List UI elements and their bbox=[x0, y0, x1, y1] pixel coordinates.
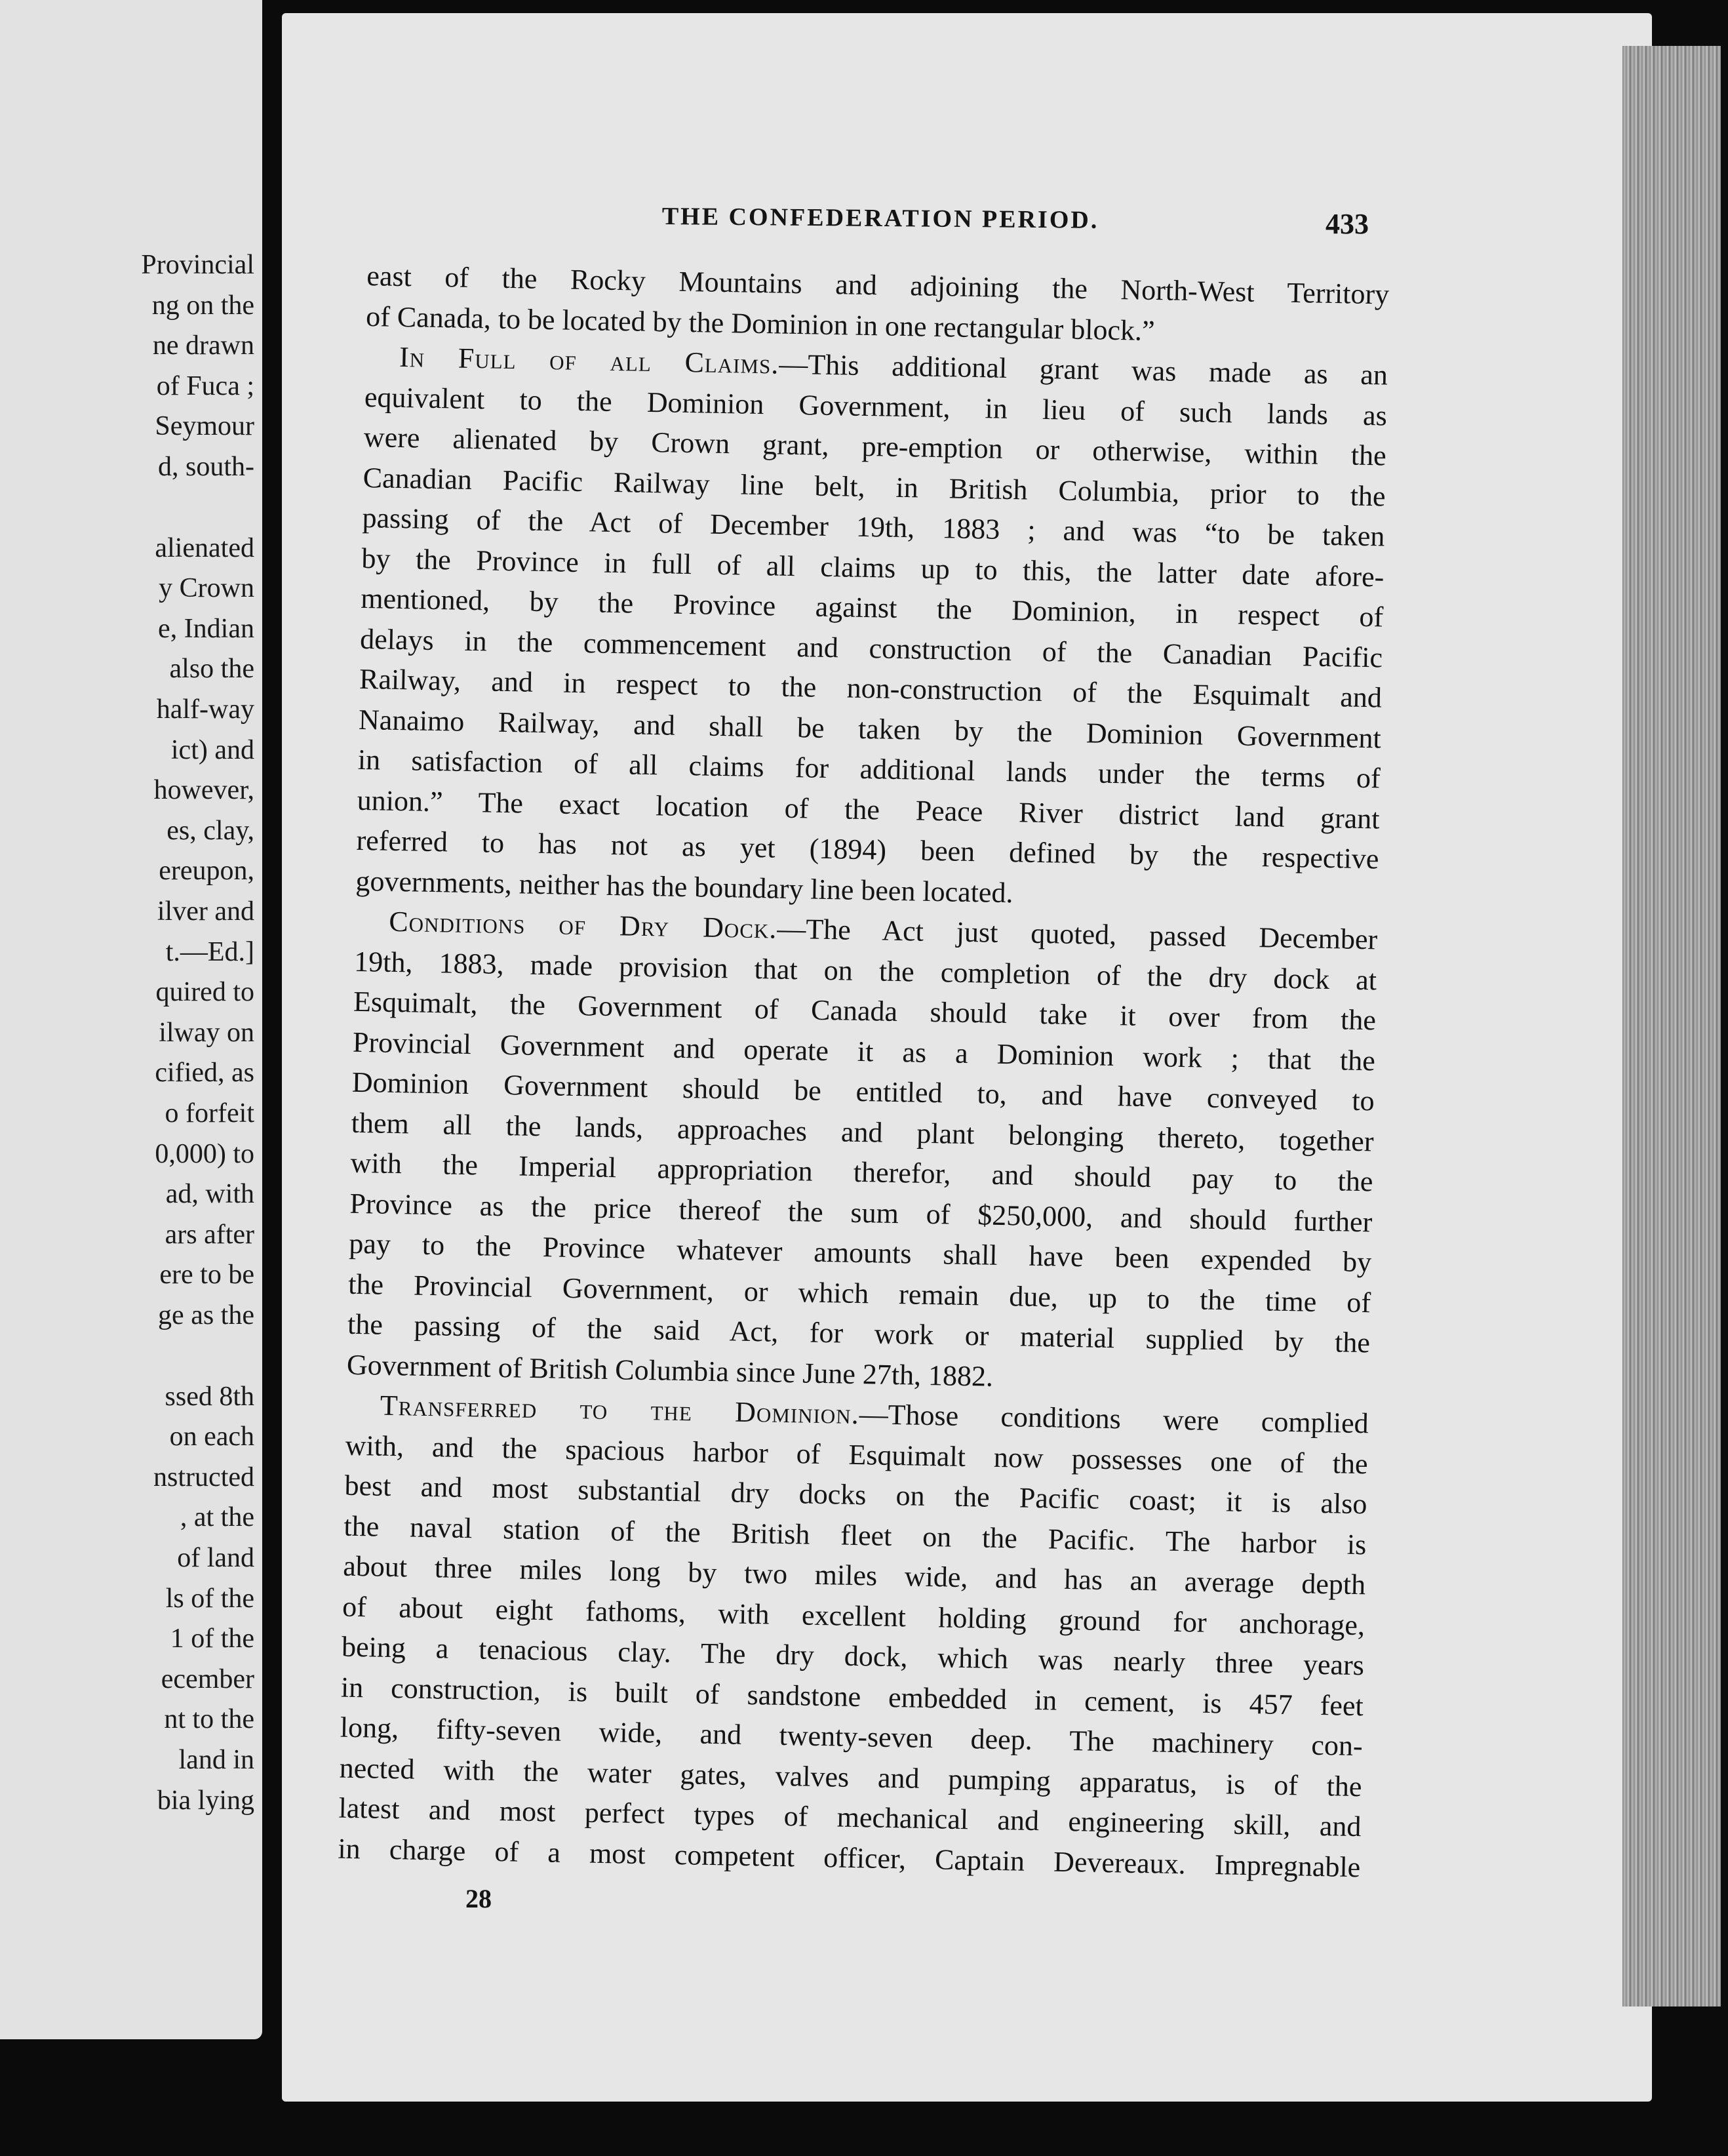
line-text: governments, neither has the boundary line been located. bbox=[355, 864, 1013, 909]
left-page-fragment: Seymour bbox=[155, 411, 254, 442]
line-text: were alienated by Crown grant, pre-emption or otherwise, within the bbox=[363, 420, 1387, 472]
left-page-fragment: t.—Ed.] bbox=[165, 936, 254, 967]
line-text: equivalent to the Dominion Government, in lieu of such lands as bbox=[364, 380, 1388, 432]
section-heading: Conditions of Dry Dock. bbox=[388, 905, 777, 945]
line-text: Province as the price thereof the sum of $250,000, and should further bbox=[349, 1187, 1373, 1238]
facing-page-left bbox=[0, 0, 262, 2039]
line-text: Government of British Columbia since June 27th, 1882. bbox=[346, 1348, 994, 1393]
line-text: them all the lands, approaches and plant belonging thereto, together bbox=[351, 1106, 1374, 1157]
left-page-fragment: ilver and bbox=[157, 896, 254, 927]
line-text: mentioned, by the Province against the Dominion, in respect of bbox=[360, 582, 1384, 633]
left-page-fragment: also the bbox=[169, 654, 254, 685]
line-text: being a tenacious clay. The dry dock, which was nearly three years bbox=[341, 1630, 1365, 1682]
line-text: Nanaimo Railway, and shall be taken by the Dominion Government bbox=[358, 703, 1382, 754]
line-text: the naval station of the British fleet on the Pacific. The harbor is bbox=[344, 1509, 1367, 1561]
line-text: Provincial Government and operate it as a Dominion work ; that the bbox=[352, 1026, 1376, 1077]
left-page-fragment: d, south- bbox=[158, 452, 254, 482]
body-text bbox=[338, 256, 1390, 1887]
line-text: —This additional grant was made as an bbox=[778, 348, 1388, 391]
page-edges bbox=[1622, 46, 1721, 2006]
left-page-fragment: bia lying bbox=[157, 1785, 254, 1816]
line-text: Canadian Pacific Railway line belt, in British Columbia, prior to the bbox=[363, 461, 1386, 513]
left-page-fragment: ad, with bbox=[165, 1179, 254, 1210]
left-page-fragment: , at the bbox=[180, 1502, 254, 1533]
line-text: —Those conditions were complied bbox=[859, 1398, 1369, 1440]
line-text: best and most substantial dry docks on the Pacific coast; it is also bbox=[344, 1469, 1367, 1521]
left-page-fragment: alienated bbox=[155, 532, 254, 563]
line-text: Railway, and in respect to the non-construction of the Esquimalt and bbox=[359, 662, 1383, 714]
left-page-fragment: 1 of the bbox=[170, 1624, 254, 1654]
running-title: THE CONFEDERATION PERIOD. bbox=[661, 202, 1099, 234]
left-page-fragment: ge as the bbox=[158, 1300, 254, 1330]
signature-mark: 28 bbox=[465, 1884, 492, 1913]
line-text: passing of the Act of December 19th, 1883 ; and was “to be taken bbox=[362, 501, 1385, 553]
left-page-fragment: ere to be bbox=[159, 1260, 254, 1290]
left-page-fragment: ereupon, bbox=[159, 856, 254, 887]
line-text: in construction, is built of sandstone embedded in cement, is 457 feet bbox=[340, 1671, 1364, 1722]
line-text: delays in the commencement and construction of the Canadian Pacific bbox=[359, 622, 1383, 673]
line-text: east of the Rocky Mountains and adjoining the North-West Territory bbox=[366, 259, 1390, 311]
left-page-fragment: y Crown bbox=[159, 573, 254, 604]
line-text: referred to has not as yet (1894) been defined by the respective bbox=[356, 824, 1379, 875]
line-text: of about eight fathoms, with excellent holding ground for anchorage, bbox=[342, 1590, 1365, 1641]
line-text: nected with the water gates, valves and pumping apparatus, is of the bbox=[339, 1751, 1362, 1803]
line-text: the Provincial Government, or which remain due, up to the time of bbox=[347, 1268, 1371, 1319]
line-text: in satisfaction of all claims for additional lands under the terms of bbox=[357, 743, 1381, 795]
left-page-fragment: ars after bbox=[165, 1219, 254, 1250]
line-text: Esquimalt, the Government of Canada should take it over from the bbox=[353, 985, 1377, 1037]
line-text: union.” The exact location of the Peace River district land grant bbox=[357, 784, 1380, 835]
left-page-fragment: however, bbox=[153, 775, 254, 806]
left-page-fragment: on each bbox=[169, 1422, 254, 1452]
line-text: about three miles long by two miles wide, and has an average depth bbox=[342, 1549, 1366, 1601]
line-text: of Canada, to be located by the Dominion in one rectangular block.” bbox=[365, 300, 1156, 347]
left-page-fragment: of Fuca ; bbox=[156, 370, 254, 401]
left-page-fragment: 0,000) to bbox=[155, 1138, 254, 1169]
section-heading: In Full of all Claims. bbox=[399, 340, 779, 380]
line-text: latest and most perfect types of mechanical and engineering skill, and bbox=[338, 1791, 1362, 1843]
left-page-fragment: quired to bbox=[155, 977, 254, 1008]
left-page-fragment: half-way bbox=[156, 694, 254, 725]
left-page-fragment: ecember bbox=[161, 1664, 254, 1694]
line-text: long, fifty-seven wide, and twenty-seven deep. The machinery con- bbox=[340, 1711, 1364, 1763]
left-page-fragment: nstructed bbox=[153, 1462, 254, 1492]
left-page-fragment: nt to the bbox=[164, 1704, 254, 1735]
left-page-fragment: ng on the bbox=[151, 290, 254, 321]
line-text: with the Imperial appropriation therefor, and should pay to the bbox=[350, 1146, 1373, 1198]
line-text: the passing of the said Act, for work or material supplied by the bbox=[347, 1308, 1371, 1359]
left-page-fragment: e, Indian bbox=[158, 613, 254, 644]
line-text: with, and the spacious harbor of Esquimalt now possesses one of the bbox=[345, 1429, 1368, 1480]
section-heading: Transferred to the Dominion. bbox=[380, 1389, 860, 1431]
left-page-fragment: ls of the bbox=[165, 1583, 254, 1614]
left-page-fragment: ict) and bbox=[170, 734, 254, 765]
line-text: in charge of a most competent officer, Captain Devereaux. Impregnable bbox=[338, 1832, 1361, 1883]
left-page-fragment: es, clay, bbox=[167, 815, 254, 846]
line-text: —The Act just quoted, passed December bbox=[776, 912, 1378, 956]
line-text: pay to the Province whatever amounts shall have been expended by bbox=[348, 1227, 1372, 1279]
left-page-fragment: o forfeit bbox=[165, 1098, 254, 1128]
line-text: by the Province in full of all claims up to this, the latter date afore- bbox=[361, 542, 1384, 593]
left-page-fragment: of land bbox=[177, 1543, 254, 1573]
left-page-fragment: ilway on bbox=[159, 1017, 254, 1048]
page-number: 433 bbox=[1325, 208, 1369, 240]
left-page-fragment: Provincial bbox=[141, 250, 254, 280]
left-page-fragment: land in bbox=[178, 1745, 254, 1775]
left-page-fragment: ssed 8th bbox=[165, 1381, 254, 1412]
left-page-fragment: cified, as bbox=[155, 1058, 254, 1088]
line-text: 19th, 1883, made provision that on the completion of the dry dock at bbox=[353, 945, 1377, 996]
left-page-fragment: ne drawn bbox=[152, 330, 254, 361]
line-text: Dominion Government should be entitled to, and have conveyed to bbox=[351, 1066, 1375, 1117]
